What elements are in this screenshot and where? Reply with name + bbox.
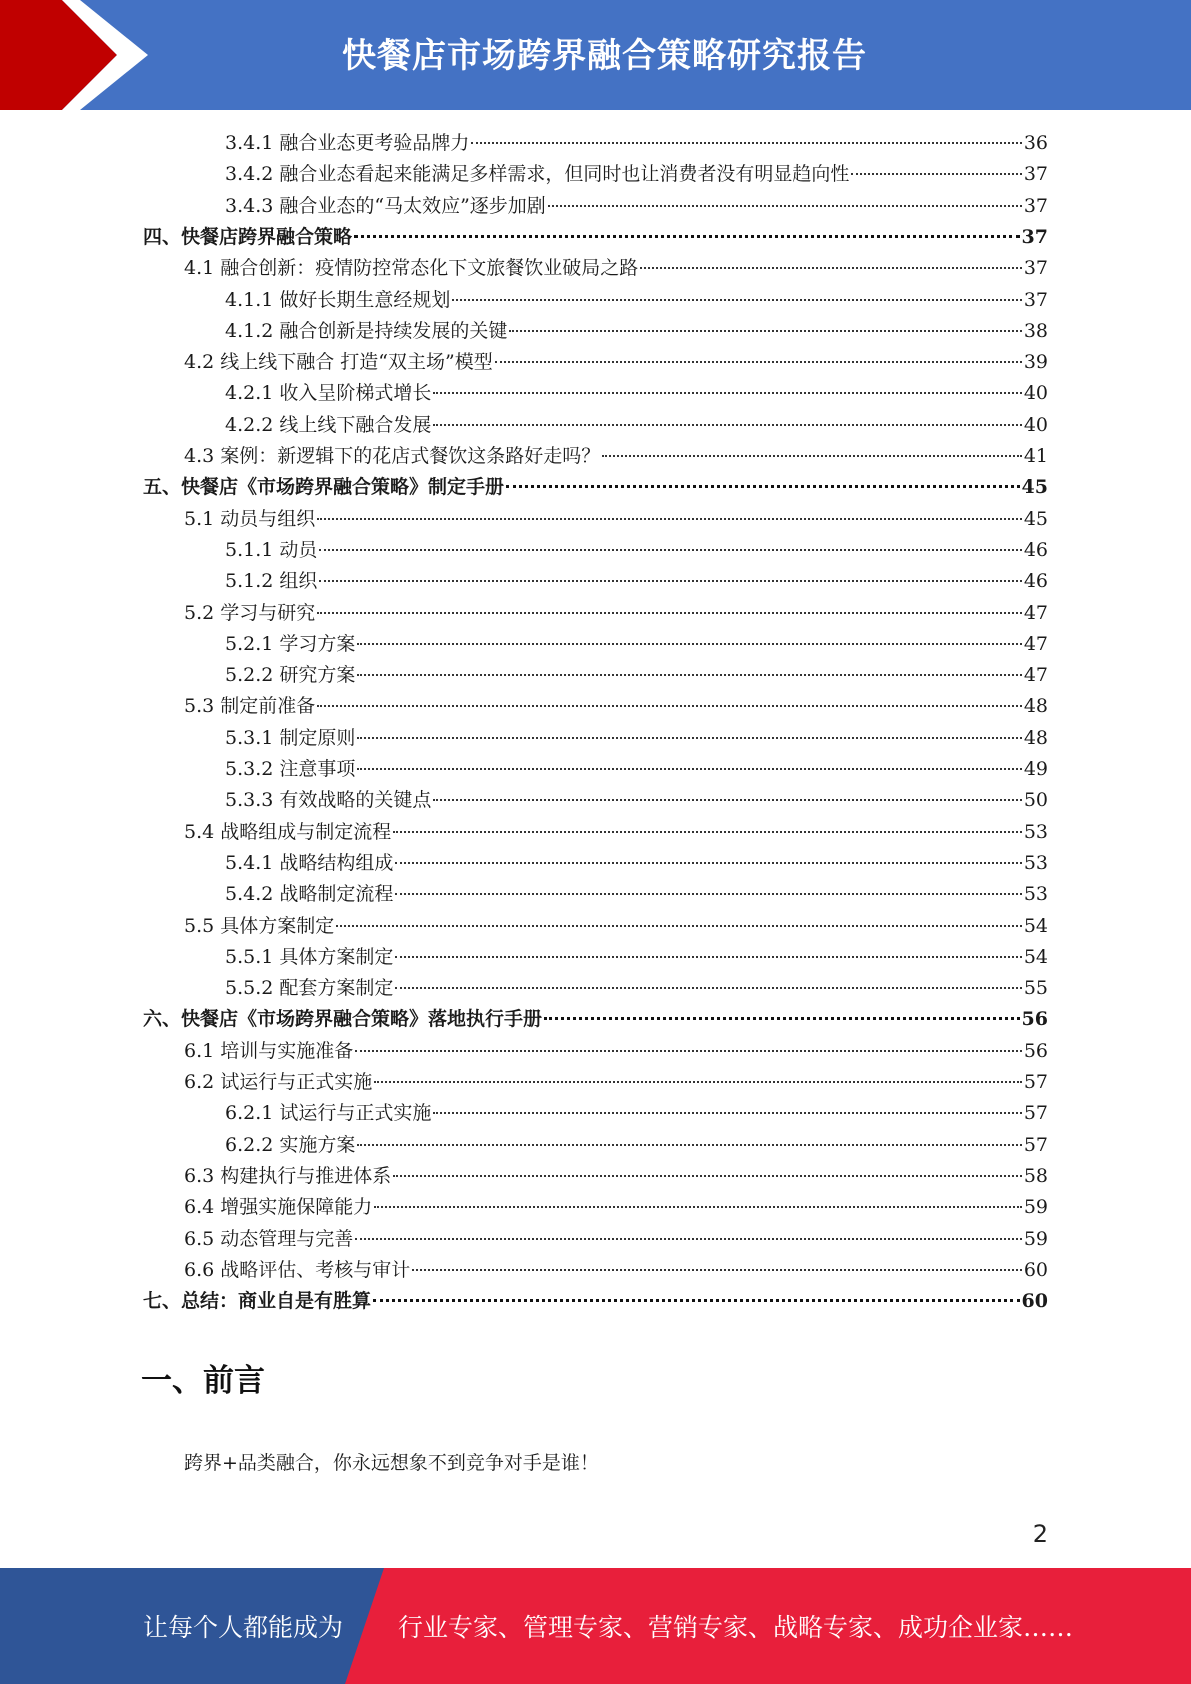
toc-entry[interactable] <box>225 973 1048 1004</box>
toc-entry-page: 53 <box>1023 820 1048 843</box>
toc-entry-label: 6.2.2 实施方案 <box>225 1133 356 1156</box>
toc-entry-page: 37 <box>1021 225 1048 248</box>
toc-entry-page: 56 <box>1021 1008 1048 1031</box>
toc-entry[interactable] <box>184 1161 1048 1192</box>
toc-entry-page: 46 <box>1023 570 1048 593</box>
toc-entry[interactable] <box>225 1130 1048 1161</box>
toc-entry-label: 5.3.3 有效战略的关键点 <box>225 789 432 812</box>
toc-dot-leader <box>433 1112 1021 1114</box>
page-footer <box>0 1568 1191 1684</box>
toc-entry[interactable] <box>225 316 1048 347</box>
toc-entry-page: 45 <box>1023 507 1048 530</box>
toc-entry-page: 55 <box>1023 977 1048 1000</box>
toc-entry[interactable] <box>225 159 1048 190</box>
toc-entry-label: 四、快餐店跨界融合策略 <box>143 225 353 248</box>
toc-dot-leader <box>640 267 1022 269</box>
toc-entry-page: 47 <box>1023 664 1048 687</box>
toc-dot-leader <box>317 612 1022 614</box>
toc-entry-label: 5.1 动员与组织 <box>184 507 316 530</box>
toc-entry[interactable] <box>184 504 1048 535</box>
toc-dot-leader <box>395 956 1021 958</box>
toc-dot-leader <box>495 361 1022 363</box>
toc-dot-leader <box>506 485 1020 488</box>
toc-entry-page: 37 <box>1023 194 1048 217</box>
toc-dot-leader <box>317 705 1022 707</box>
toc-entry-label: 5.5.2 配套方案制定 <box>225 977 394 1000</box>
toc-entry-page: 57 <box>1023 1071 1048 1093</box>
toc-entry-page: 40 <box>1023 382 1048 405</box>
toc-entry-page: 48 <box>1023 695 1048 718</box>
toc-entry-page: 50 <box>1023 789 1048 812</box>
toc-entry[interactable] <box>225 723 1048 754</box>
toc-entry-label: 5.2.1 学习方案 <box>225 632 356 655</box>
toc-dot-leader <box>354 235 1020 238</box>
toc-entry-page: 59 <box>1023 1227 1048 1250</box>
toc-dot-leader <box>851 173 1021 175</box>
page-header <box>0 0 1191 110</box>
toc-entry-page: 60 <box>1021 1290 1048 1313</box>
toc-entry-page: 56 <box>1023 1039 1048 1062</box>
toc-entry[interactable] <box>225 785 1048 816</box>
toc-entry-label: 3.4.1 融合业态更考验品牌力 <box>225 132 470 154</box>
toc-entry-label: 4.2.1 收入呈阶梯式增长 <box>225 382 432 405</box>
toc-entry[interactable] <box>184 911 1048 942</box>
toc-entry-label: 5.4.2 战略制定流程 <box>225 883 394 906</box>
toc-entry-page: 37 <box>1023 163 1048 186</box>
toc-entry-page: 37 <box>1023 257 1048 280</box>
toc-dot-leader <box>355 1238 1022 1240</box>
toc-entry-label: 4.1 融合创新：疫情防控常态化下文旅餐饮业破局之路 <box>184 257 639 280</box>
toc-entry-page: 53 <box>1023 883 1048 906</box>
toc-entry-page: 37 <box>1023 288 1048 311</box>
toc-entry[interactable] <box>225 629 1048 660</box>
toc-entry-label: 6.1 培训与实施准备 <box>184 1039 354 1062</box>
toc-entry-label: 6.2.1 试运行与正式实施 <box>225 1102 432 1125</box>
toc-entry[interactable] <box>225 566 1048 597</box>
toc-entry-label: 5.2 学习与研究 <box>184 601 316 624</box>
toc-entry[interactable] <box>225 879 1048 910</box>
toc-dot-leader <box>355 1050 1022 1052</box>
toc-dot-leader <box>357 643 1021 645</box>
toc-entry[interactable] <box>184 1036 1048 1067</box>
toc-entry-page: 38 <box>1023 319 1048 342</box>
toc-entry[interactable] <box>184 441 1048 472</box>
toc-entry-page: 47 <box>1023 601 1048 624</box>
toc-entry-label: 5.5.1 具体方案制定 <box>225 945 394 968</box>
toc-entry-label: 4.2.2 线上线下融合发展 <box>225 413 432 436</box>
toc-dot-leader <box>319 580 1021 582</box>
toc-entry-page: 48 <box>1023 726 1048 749</box>
toc-entry[interactable] <box>184 1255 1048 1286</box>
toc-entry[interactable] <box>225 191 1048 222</box>
toc-dot-leader <box>509 330 1021 332</box>
toc-entry[interactable] <box>184 1224 1048 1255</box>
toc-entry-page: 47 <box>1023 632 1048 655</box>
toc-dot-leader <box>319 549 1021 551</box>
toc-entry[interactable] <box>225 1098 1048 1129</box>
toc-entry[interactable] <box>184 817 1048 848</box>
footer-slogan-left: 让每个人都能成为 <box>143 1613 344 1642</box>
toc-dot-leader <box>395 987 1021 989</box>
toc-dot-leader <box>374 1081 1022 1083</box>
toc-entry[interactable] <box>184 253 1048 284</box>
toc-entry-page: 54 <box>1023 914 1048 937</box>
toc-entry-page: 41 <box>1023 445 1048 467</box>
toc-dot-leader <box>548 205 1022 207</box>
toc-dot-leader <box>357 768 1021 770</box>
toc-entry-page: 58 <box>1023 1164 1048 1187</box>
toc-entry-label: 六、快餐店《市场跨界融合策略》落地执行手册 <box>143 1008 543 1031</box>
toc-entry-page: 45 <box>1021 476 1048 499</box>
toc-entry-label: 6.6 战略评估、考核与审计 <box>184 1258 411 1281</box>
toc-entry-label: 5.3.2 注意事项 <box>225 758 356 780</box>
toc-entry-label: 4.1.2 融合创新是持续发展的关键 <box>225 319 508 342</box>
toc-entry-label: 4.3 案例：新逻辑下的花店式餐饮这条路好走吗？ <box>184 445 601 467</box>
toc-entry[interactable] <box>184 1192 1048 1223</box>
toc-entry-label: 5.1.2 组织 <box>225 570 318 593</box>
toc-entry-label: 5.4.1 战略结构组成 <box>225 851 394 874</box>
toc-entry[interactable] <box>184 598 1048 629</box>
page-number: 2 <box>1032 1520 1048 1548</box>
toc-entry[interactable] <box>225 942 1048 973</box>
toc-entry-page: 59 <box>1023 1196 1048 1219</box>
toc-dot-leader <box>374 1206 1022 1208</box>
toc-entry[interactable] <box>143 472 1048 503</box>
toc-entry-page: 53 <box>1023 851 1048 874</box>
section-heading: 一、前言 <box>141 1363 265 1399</box>
toc-entry-label: 6.2 试运行与正式实施 <box>184 1071 373 1093</box>
toc-entry[interactable] <box>143 1004 1048 1035</box>
toc-entry[interactable] <box>225 128 1048 159</box>
toc-entry-label: 五、快餐店《市场跨界融合策略》制定手册 <box>143 476 505 499</box>
toc-dot-leader <box>336 925 1022 927</box>
toc-entry-label: 七、总结：商业自是有胜算 <box>143 1290 372 1313</box>
toc-entry[interactable] <box>225 535 1048 566</box>
toc-dot-leader <box>412 1269 1022 1271</box>
toc-entry-label: 5.4 战略组成与制定流程 <box>184 820 392 843</box>
toc-dot-leader <box>357 674 1021 676</box>
toc-entry-label: 5.2.2 研究方案 <box>225 664 356 687</box>
toc-dot-leader <box>357 1144 1021 1146</box>
toc-entry-page: 49 <box>1023 758 1048 780</box>
toc-entry[interactable] <box>225 285 1048 316</box>
toc-entry[interactable] <box>143 222 1048 253</box>
toc-dot-leader <box>393 1175 1022 1177</box>
toc-entry-page: 39 <box>1023 351 1048 374</box>
toc-dot-leader <box>395 862 1021 864</box>
toc-dot-leader <box>317 518 1022 520</box>
toc-entry-page: 46 <box>1023 538 1048 561</box>
toc-entry[interactable] <box>225 754 1048 785</box>
toc-entry[interactable] <box>184 691 1048 722</box>
toc-dot-leader <box>433 392 1021 394</box>
toc-entry[interactable] <box>225 848 1048 879</box>
toc-entry-page: 36 <box>1023 132 1048 154</box>
toc-entry-label: 5.3.1 制定原则 <box>225 726 356 749</box>
toc-dot-leader <box>373 1299 1020 1302</box>
toc-entry-page: 57 <box>1023 1133 1048 1156</box>
toc-entry-label: 5.3 制定前准备 <box>184 695 316 718</box>
toc-entry-label: 3.4.3 融合业态的“马太效应”逐步加剧 <box>225 194 546 217</box>
toc-entry-page: 40 <box>1023 413 1048 436</box>
intro-paragraph: 跨界+品类融合，你永远想象不到竞争对手是谁！ <box>184 1452 599 1474</box>
toc-dot-leader <box>452 299 1021 301</box>
toc-entry[interactable] <box>225 410 1048 441</box>
toc-entry[interactable] <box>225 660 1048 691</box>
toc-entry-label: 6.5 动态管理与完善 <box>184 1227 354 1250</box>
toc-entry-label: 4.1.1 做好长期生意经规划 <box>225 288 451 311</box>
toc-dot-leader <box>471 142 1021 144</box>
toc-entry-label: 5.5 具体方案制定 <box>184 914 335 937</box>
toc-entry[interactable] <box>225 378 1048 409</box>
toc-dot-leader <box>602 455 1022 457</box>
toc-dot-leader <box>393 831 1022 833</box>
toc-entry[interactable] <box>143 1286 1048 1317</box>
toc-dot-leader <box>433 799 1021 801</box>
toc-dot-leader <box>433 424 1021 426</box>
toc-entry[interactable] <box>184 1067 1048 1098</box>
toc-dot-leader <box>544 1017 1020 1020</box>
toc-entry-label: 6.4 增强实施保障能力 <box>184 1196 373 1219</box>
toc-entry-label: 5.1.1 动员 <box>225 538 318 561</box>
toc-entry-page: 57 <box>1023 1102 1048 1125</box>
toc-dot-leader <box>395 893 1021 895</box>
footer-slogan-right: 行业专家、管理专家、营销专家、战略专家、成功企业家…… <box>398 1613 1074 1642</box>
toc-entry-page: 60 <box>1023 1258 1048 1281</box>
toc-entry-label: 6.3 构建执行与推进体系 <box>184 1164 392 1187</box>
toc-entry-page: 54 <box>1023 945 1048 968</box>
toc-entry-label: 4.2 线上线下融合 打造“双主场”模型 <box>184 351 493 374</box>
toc-entry[interactable] <box>184 347 1048 378</box>
toc-entry-label: 3.4.2 融合业态看起来能满足多样需求，但同时也让消费者没有明显趋向性 <box>225 163 850 186</box>
toc-dot-leader <box>357 737 1021 739</box>
report-title: 快餐店市场跨界融合策略研究报告 <box>342 36 867 76</box>
